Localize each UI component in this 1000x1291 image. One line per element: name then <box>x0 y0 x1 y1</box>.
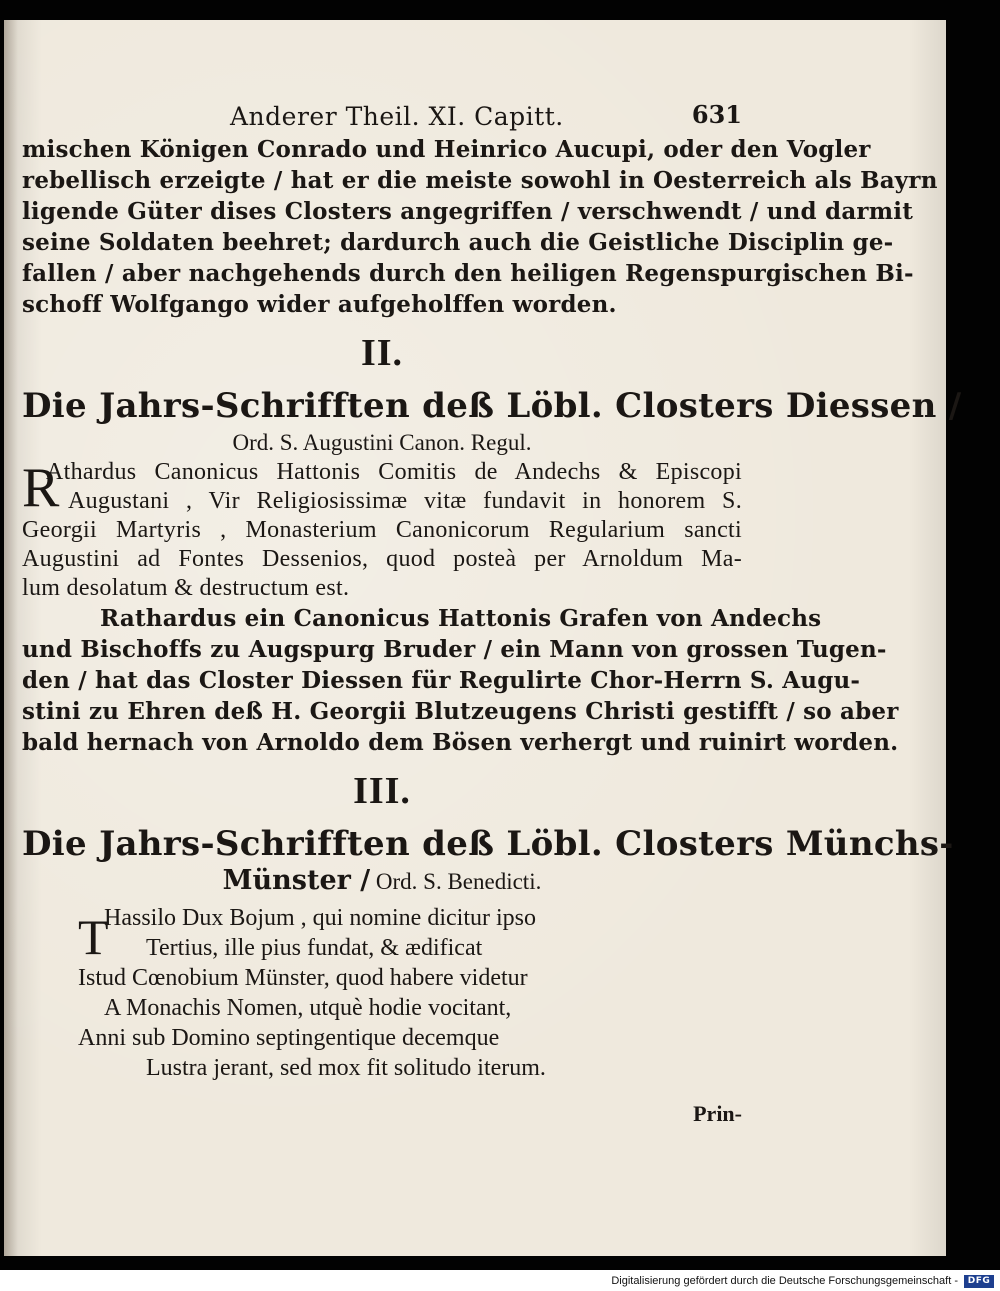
latin-line: Athardus Canonicus Hattonis Comitis de Andechs & Episcopi <box>46 459 742 485</box>
text-line: und Bischoffs zu Augspurg Bruder / ein Mann von grossen Tugen- <box>22 636 887 663</box>
text-line: den / hat das Closter Diessen für Regulirte Chor-Herrn S. Augu- <box>22 667 861 694</box>
text-line: schoff Wolfgango wider aufgeholffen worden. <box>22 291 617 318</box>
section-two-subheading: Ord. S. Augustini Canon. Regul. <box>232 430 532 455</box>
latin-line: Georgii Martyris , Monasterium Canonicorum Regularium sancti <box>22 517 742 543</box>
poem-line: Anni sub Domino septingentique decemque <box>78 1025 500 1051</box>
text-line: stini zu Ehren deß H. Georgii Blutzeugens Christi gestifft / so aber <box>22 698 899 725</box>
section-three-subheading <box>22 866 742 897</box>
text-line: bald hernach von Arnoldo dem Bösen verhergt und ruinirt worden. <box>22 729 899 756</box>
section-numeral-three: III. <box>353 770 411 812</box>
drop-initial: T <box>78 909 109 965</box>
subheading-german: Münster / <box>222 865 371 896</box>
digitization-credit <box>611 1272 994 1291</box>
poem-line: Tertius, ille pius fundat, & ædificat <box>146 935 483 961</box>
poem-line: Lustra jerant, sed mox fit solitudo iterum. <box>146 1055 546 1081</box>
text-line: mischen Königen Conrado und Heinrico Aucupi, oder den Vogler <box>22 136 871 163</box>
text-line: fallen / aber nachgehends durch den heiligen Regenspurgischen Bi- <box>22 260 914 287</box>
latin-line: Augustani , Vir Religiosissimæ vitæ fundavit in honorem S. <box>68 488 742 514</box>
poem-line: A Monachis Nomen, utquè hodie vocitant, <box>104 995 512 1021</box>
dfg-logo-icon: DFG <box>964 1275 994 1288</box>
poem-line: Istud Cœnobium Münster, quod habere videtur <box>78 965 528 991</box>
running-head-title: Anderer Theil. XI. Capitt. <box>230 102 564 131</box>
running-head <box>22 90 742 134</box>
text-line: ligende Güter dises Closters angegriffen / verschwendt / und darmit <box>22 198 914 225</box>
german-paragraph <box>22 603 899 758</box>
book-page <box>4 20 962 1256</box>
latin-paragraph <box>22 458 742 603</box>
poem-line: Hassilo Dux Bojum , qui nomine dicitur ipso <box>104 905 536 931</box>
text-line: Rathardus ein Canonicus Hattonis Grafen von Andechs <box>100 605 822 632</box>
text-line: rebellisch erzeigte / hat er die meiste sowohl in Oesterreich als Bayrn <box>22 167 938 194</box>
drop-initial: R <box>22 457 60 519</box>
page-number: 631 <box>691 100 742 129</box>
latin-line: Augustini ad Fontes Dessenios, quod posteà per Arnoldum Ma- <box>22 546 742 572</box>
credit-text: Digitalisierung gefördert durch die Deutsche Forschungsgemeinschaft - <box>611 1275 958 1287</box>
catchword: Prin- <box>693 1101 742 1126</box>
subheading-latin: Ord. S. Benedicti. <box>370 869 542 894</box>
page-content <box>22 90 962 1127</box>
section-numeral-two: II. <box>360 332 404 374</box>
gutter-shadow <box>4 20 18 1256</box>
section-one-tail <box>22 134 938 320</box>
latin-line: lum desolatum & destructum est. <box>22 575 350 601</box>
text-line: seine Soldaten beehret; dardurch auch die Geistliche Disciplin ge- <box>22 229 894 256</box>
section-two-heading: Die Jahrs-Schrifften deß Löbl. Closters Diessen / <box>22 386 962 426</box>
poem <box>22 903 742 1083</box>
section-three-heading: Die Jahrs-Schrifften deß Löbl. Closters Münchs- <box>22 824 954 864</box>
